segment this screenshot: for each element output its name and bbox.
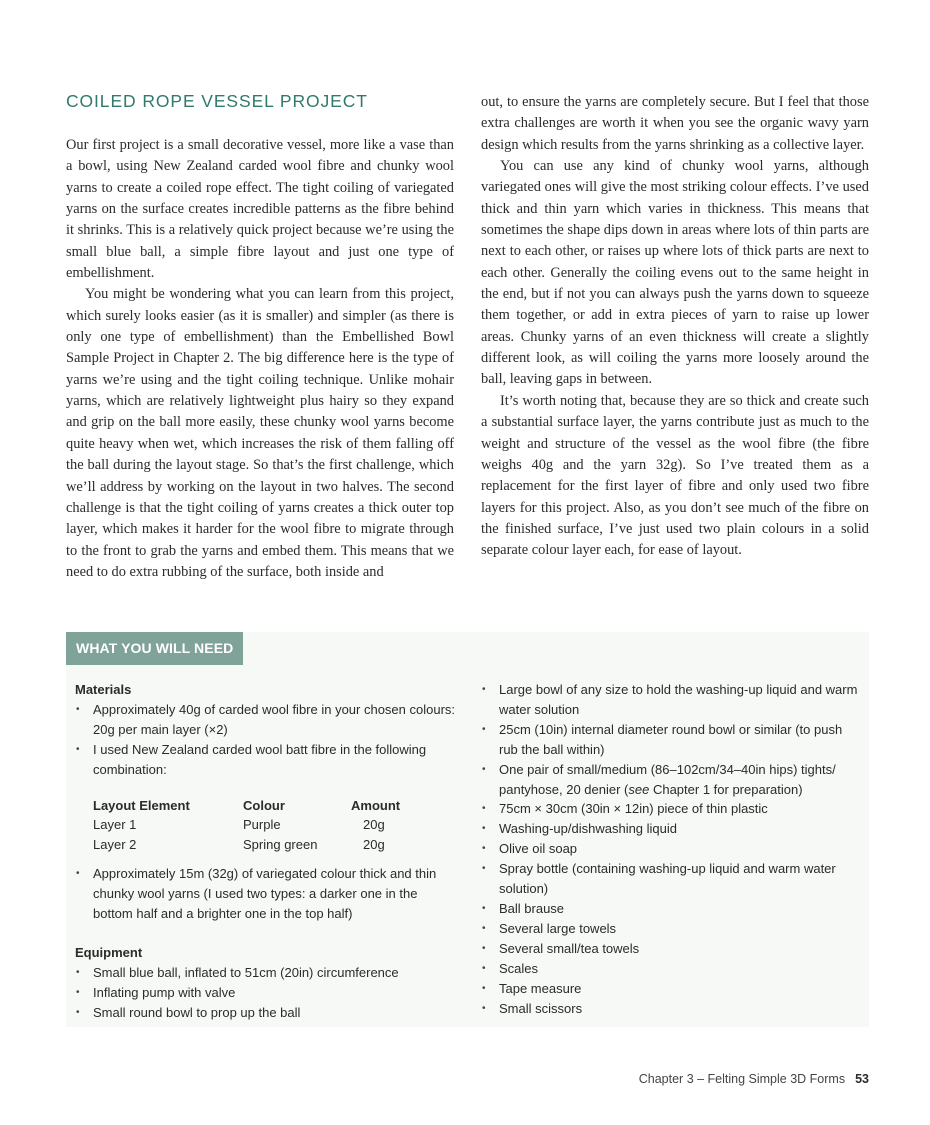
equipment-item: • Several small/tea towels — [481, 939, 861, 959]
table-cell: Layer 2 — [93, 837, 137, 853]
equipment-item: • Scales — [481, 959, 861, 979]
equipment-item: • Small blue ball, inflated to 51cm (20in) circumference — [75, 963, 460, 983]
page-number: 53 — [855, 1072, 869, 1086]
materials-item: • Approximately 15m (32g) of variegated colour thick and thin chunky wool yarns (I used two types: a darker one in the bottom half and a brighter one in the top half) — [75, 864, 460, 924]
equipment-item — [481, 760, 861, 800]
running-head: Chapter 3 – Felting Simple 3D Forms — [638, 1072, 846, 1086]
materials-list — [75, 700, 460, 780]
table-cell: 20g — [363, 817, 385, 833]
body-paragraph: You might be wondering what you can learn from this project, which surely looks easier (as it is smaller) and simpler (as there is only one type of embellishment) than the Embellished Bowl Sample Project in Chapter 2. The big difference here is the type of yarns we’re using and the tight coiling technique. Unlike mohair yarns, which are relatively lightweight plus hairy so they expand and grip on the ball more easily, these chunky wool yarns become quite heavy when wet, which increases the risk of them falling off the ball during the layout stage. So that’s the first challenge, which we’ll address by working on the layout in two halves. The second challenge is that the tight coiling of yarns creates a thick outer top layer, which makes it harder for the wool fibre to migrate through to the front to grab the yarns and embed them. This means that we need to do extra rubbing of the surface, both inside and — [66, 286, 454, 580]
table-cell: 20g — [363, 837, 385, 853]
materials-list-continued — [75, 864, 460, 924]
equipment-item-text: Chapter 1 for preparation) — [649, 781, 803, 797]
equipment-item: • Tape measure — [481, 979, 861, 999]
fibre-layout-table — [93, 796, 423, 856]
column-header: Layout Element — [93, 797, 190, 813]
what-you-will-need-box — [66, 632, 869, 1027]
equipment-item: • Ball brause — [481, 899, 861, 919]
table-row — [93, 835, 423, 855]
equipment-item-text: One pair of small/medium (86–102cm/34–40in hips) tights/ pantyhose, 20 denier ( — [499, 761, 836, 797]
body-paragraph: out, to ensure the yarns are completely secure. But I feel that those extra challenges are worth it when you see the organic wavy yarn design which results from the yarns shrinking as a collective layer. — [481, 94, 869, 153]
materials-item: • Approximately 40g of carded wool fibre in your chosen colours: 20g per main layer (×2) — [75, 700, 460, 740]
column-header: Amount — [351, 797, 401, 813]
equipment-item: • 25cm (10in) internal diameter round bowl or similar (to push rub the ball within) — [481, 720, 861, 760]
equipment-item: • Inflating pump with valve — [75, 983, 460, 1003]
equipment-item: • Olive oil soap — [481, 839, 861, 859]
see-reference-italic: see — [628, 781, 650, 797]
need-column-left — [75, 680, 460, 1023]
equipment-item: • Spray bottle (containing washing-up liquid and warm water solution) — [481, 859, 861, 899]
need-column-right — [481, 680, 861, 1018]
equipment-item: • Large bowl of any size to hold the washing-up liquid and warm water solution — [481, 680, 861, 720]
body-paragraph: You can use any kind of chunky wool yarns, although variegated ones will give the most striking colour effects. I’ve used thick and thin yarn which varies in thickness. This means that sometimes the shape dips down in areas where lots of thin parts are next to each other, or raises up where lots of thick parts are next to each other. Generally the coiling evens out to the same height in the end, but if not you can always push the yarns down to squeeze them together, or add in extra pieces of yarn to raise up lower areas. Chunky yarns of an even thickness will create a slightly different look, as will coiling the yarns more loosely around the ball, leaving gaps in between. — [481, 158, 869, 388]
table-cell: Spring green — [243, 837, 318, 853]
materials-item: • I used New Zealand carded wool batt fibre in the following combination: — [75, 740, 460, 780]
column-header: Colour — [243, 797, 285, 813]
what-you-will-need-heading: WHAT YOU WILL NEED — [66, 632, 243, 665]
body-paragraph: Our first project is a small decorative vessel, more like a vase than a bowl, using New Zealand carded wool fibre and chunky wool yarns to create a coiled rope effect. The tight coiling of variegated yarns on the surface creates incredible patterns as the fibre behind it shrinks. This is a relatively quick project because we’re using the small blue ball, a simple fibre layout and just one type of embellishment. — [66, 137, 454, 282]
equipment-item: • Washing-up/dishwashing liquid — [481, 819, 861, 839]
table-cell: Layer 1 — [93, 817, 137, 833]
materials-heading: Materials — [75, 682, 132, 697]
equipment-list-left — [75, 963, 460, 1023]
project-title: COILED ROPE VESSEL PROJECT — [66, 91, 368, 111]
equipment-item: • Several large towels — [481, 919, 861, 939]
table-cell: Purple — [243, 817, 281, 833]
table-row — [93, 815, 423, 835]
equipment-list-right — [481, 680, 861, 1018]
body-column-right — [481, 92, 869, 562]
equipment-item: • Small round bowl to prop up the ball — [75, 1003, 460, 1023]
body-paragraph: It’s worth noting that, because they are so thick and create such a substantial surface layer, the yarns contribute just as much to the weight and structure of the vessel as the wool fibre (the fibre weighs 40g and the yarn 32g). So I’ve treated them as a replacement for the first layer of fibre and only used two fibre layers for this project. Also, as you don’t see much of the fibre on the finished surface, I’ve just used two plain colours in a solid separate colour layer each, for ease of layout. — [481, 392, 869, 559]
equipment-item: • 75cm × 30cm (30in × 12in) piece of thin plastic — [481, 799, 861, 819]
page-footer — [639, 1072, 869, 1086]
table-header-row — [93, 796, 423, 816]
body-column-left — [66, 135, 454, 583]
equipment-heading: Equipment — [75, 944, 143, 960]
equipment-item: • Small scissors — [481, 999, 861, 1019]
